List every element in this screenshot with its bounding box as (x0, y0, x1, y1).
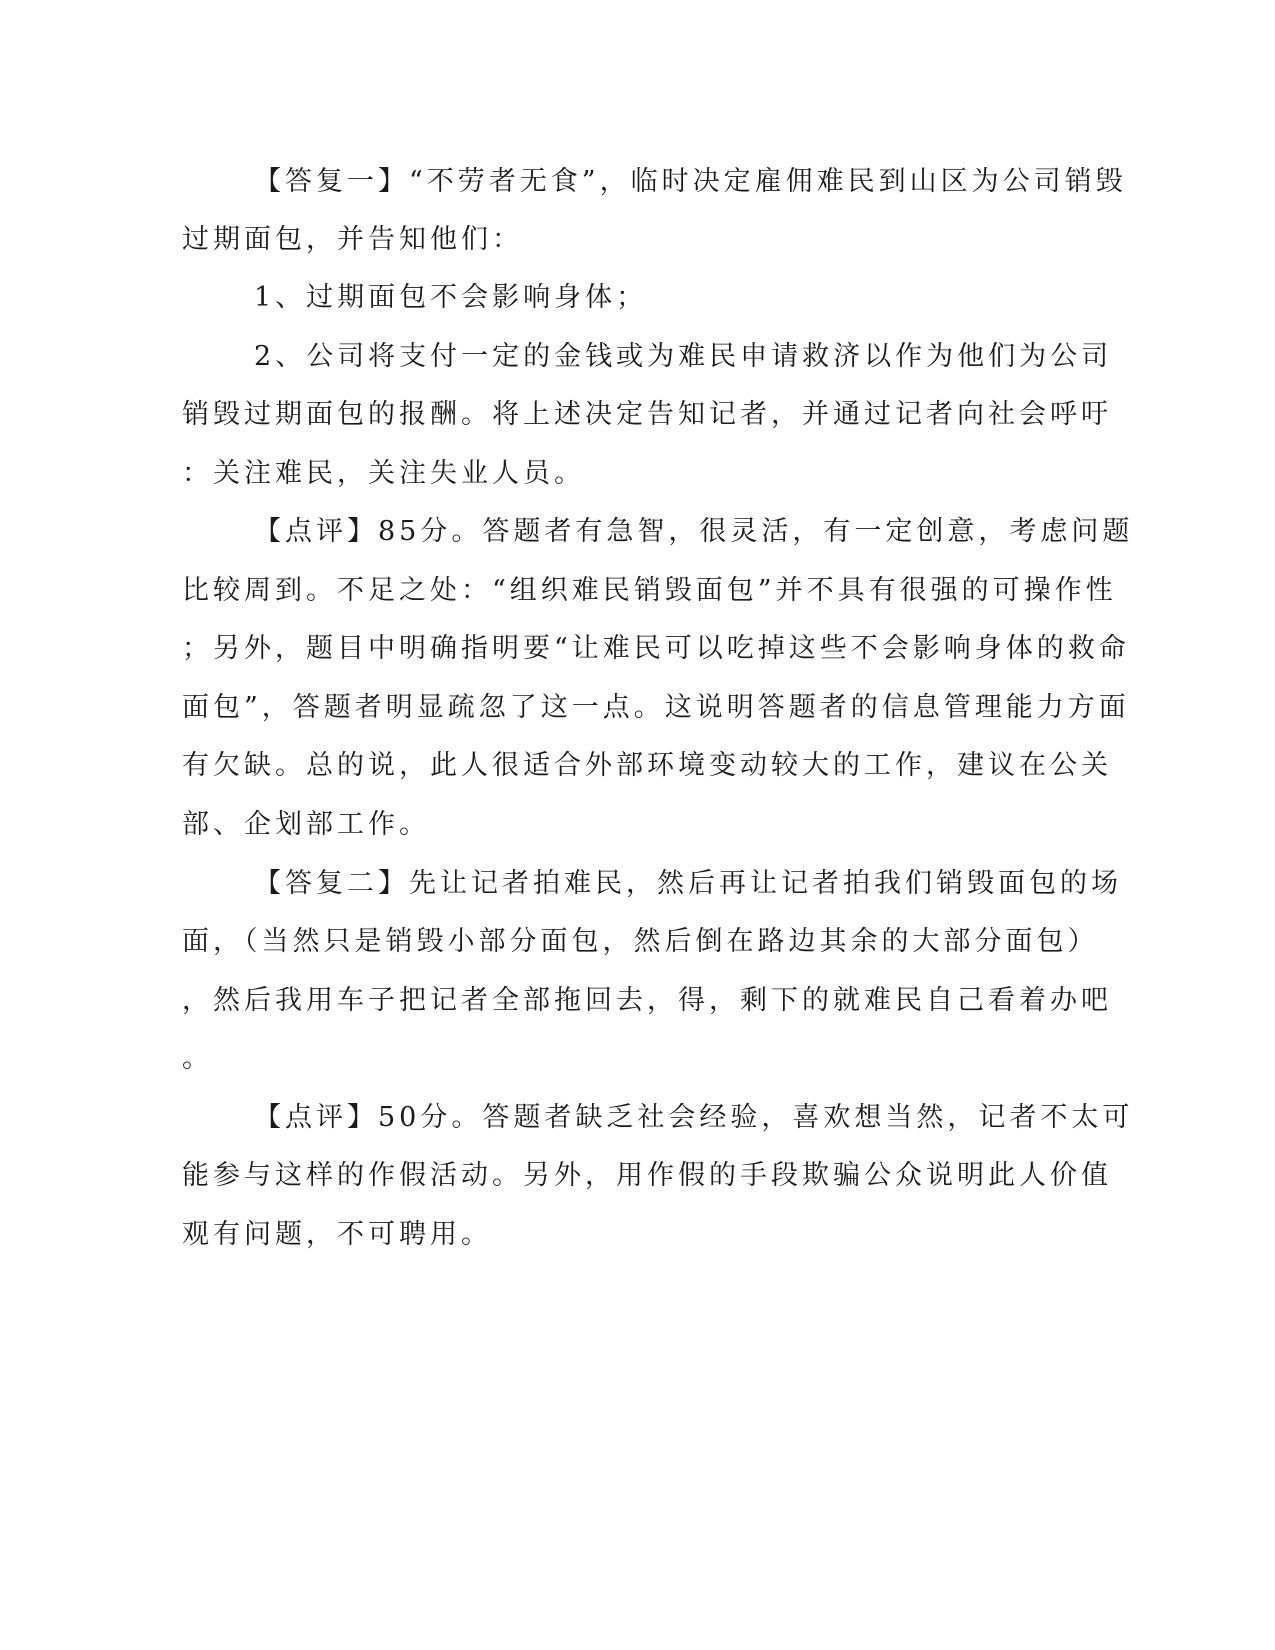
text-line: 【点评】50分。答题者缺乏社会经验，喜欢想当然，记者不太可 (254, 1102, 1134, 1133)
text-line: ：关注难民，关注失业人员。 (182, 458, 585, 489)
text-line: 销毁过期面包的报酬。将上述决定告知记者，并通过记者向社会呼吁 (182, 399, 1112, 430)
text-line: ，然后我用车子把记者全部拖回去，得，剩下的就难民自己看着办吧 (182, 985, 1112, 1016)
text-line: 1、过期面包不会影响身体； (254, 282, 648, 313)
text-line: 【答复一】“不劳者无食”，临时决定雇佣难民到山区为公司销毁 (254, 166, 1127, 197)
text-line: 有欠缺。总的说，此人很适合外部环境变动较大的工作，建议在公关 (182, 750, 1112, 781)
text-line: ；另外，题目中明确指明要“让难民可以吃掉这些不会影响身体的救命 (182, 633, 1130, 664)
text-line: 观有问题，不可聘用。 (182, 1219, 492, 1250)
text-line: 能参与这样的作假活动。另外，用作假的手段欺骗公众说明此人价值 (182, 1160, 1112, 1191)
text-line: 2、公司将支付一定的金钱或为难民申请救济以作为他们为公司 (254, 341, 1113, 372)
text-line: 比较周到。不足之处：“组织难民销毁面包”并不具有很强的可操作性 (182, 575, 1117, 606)
text-line: 过期面包，并告知他们： (182, 224, 523, 255)
text-line: 【点评】85分。答题者有急智，很灵活，有一定创意，考虑问题 (254, 516, 1134, 547)
text-line: 部、企划部工作。 (182, 809, 430, 840)
text-line: 。 (182, 1043, 213, 1074)
text-line: 面包”，答题者明显疏忽了这一点。这说明答题者的信息管理能力方面 (182, 692, 1130, 723)
text-line: 【答复二】先让记者拍难民，然后再让记者拍我们销毁面包的场 (254, 868, 1122, 899)
text-line: 面，（当然只是销毁小部分面包，然后倒在路边其余的大部分面包） (182, 926, 1099, 957)
